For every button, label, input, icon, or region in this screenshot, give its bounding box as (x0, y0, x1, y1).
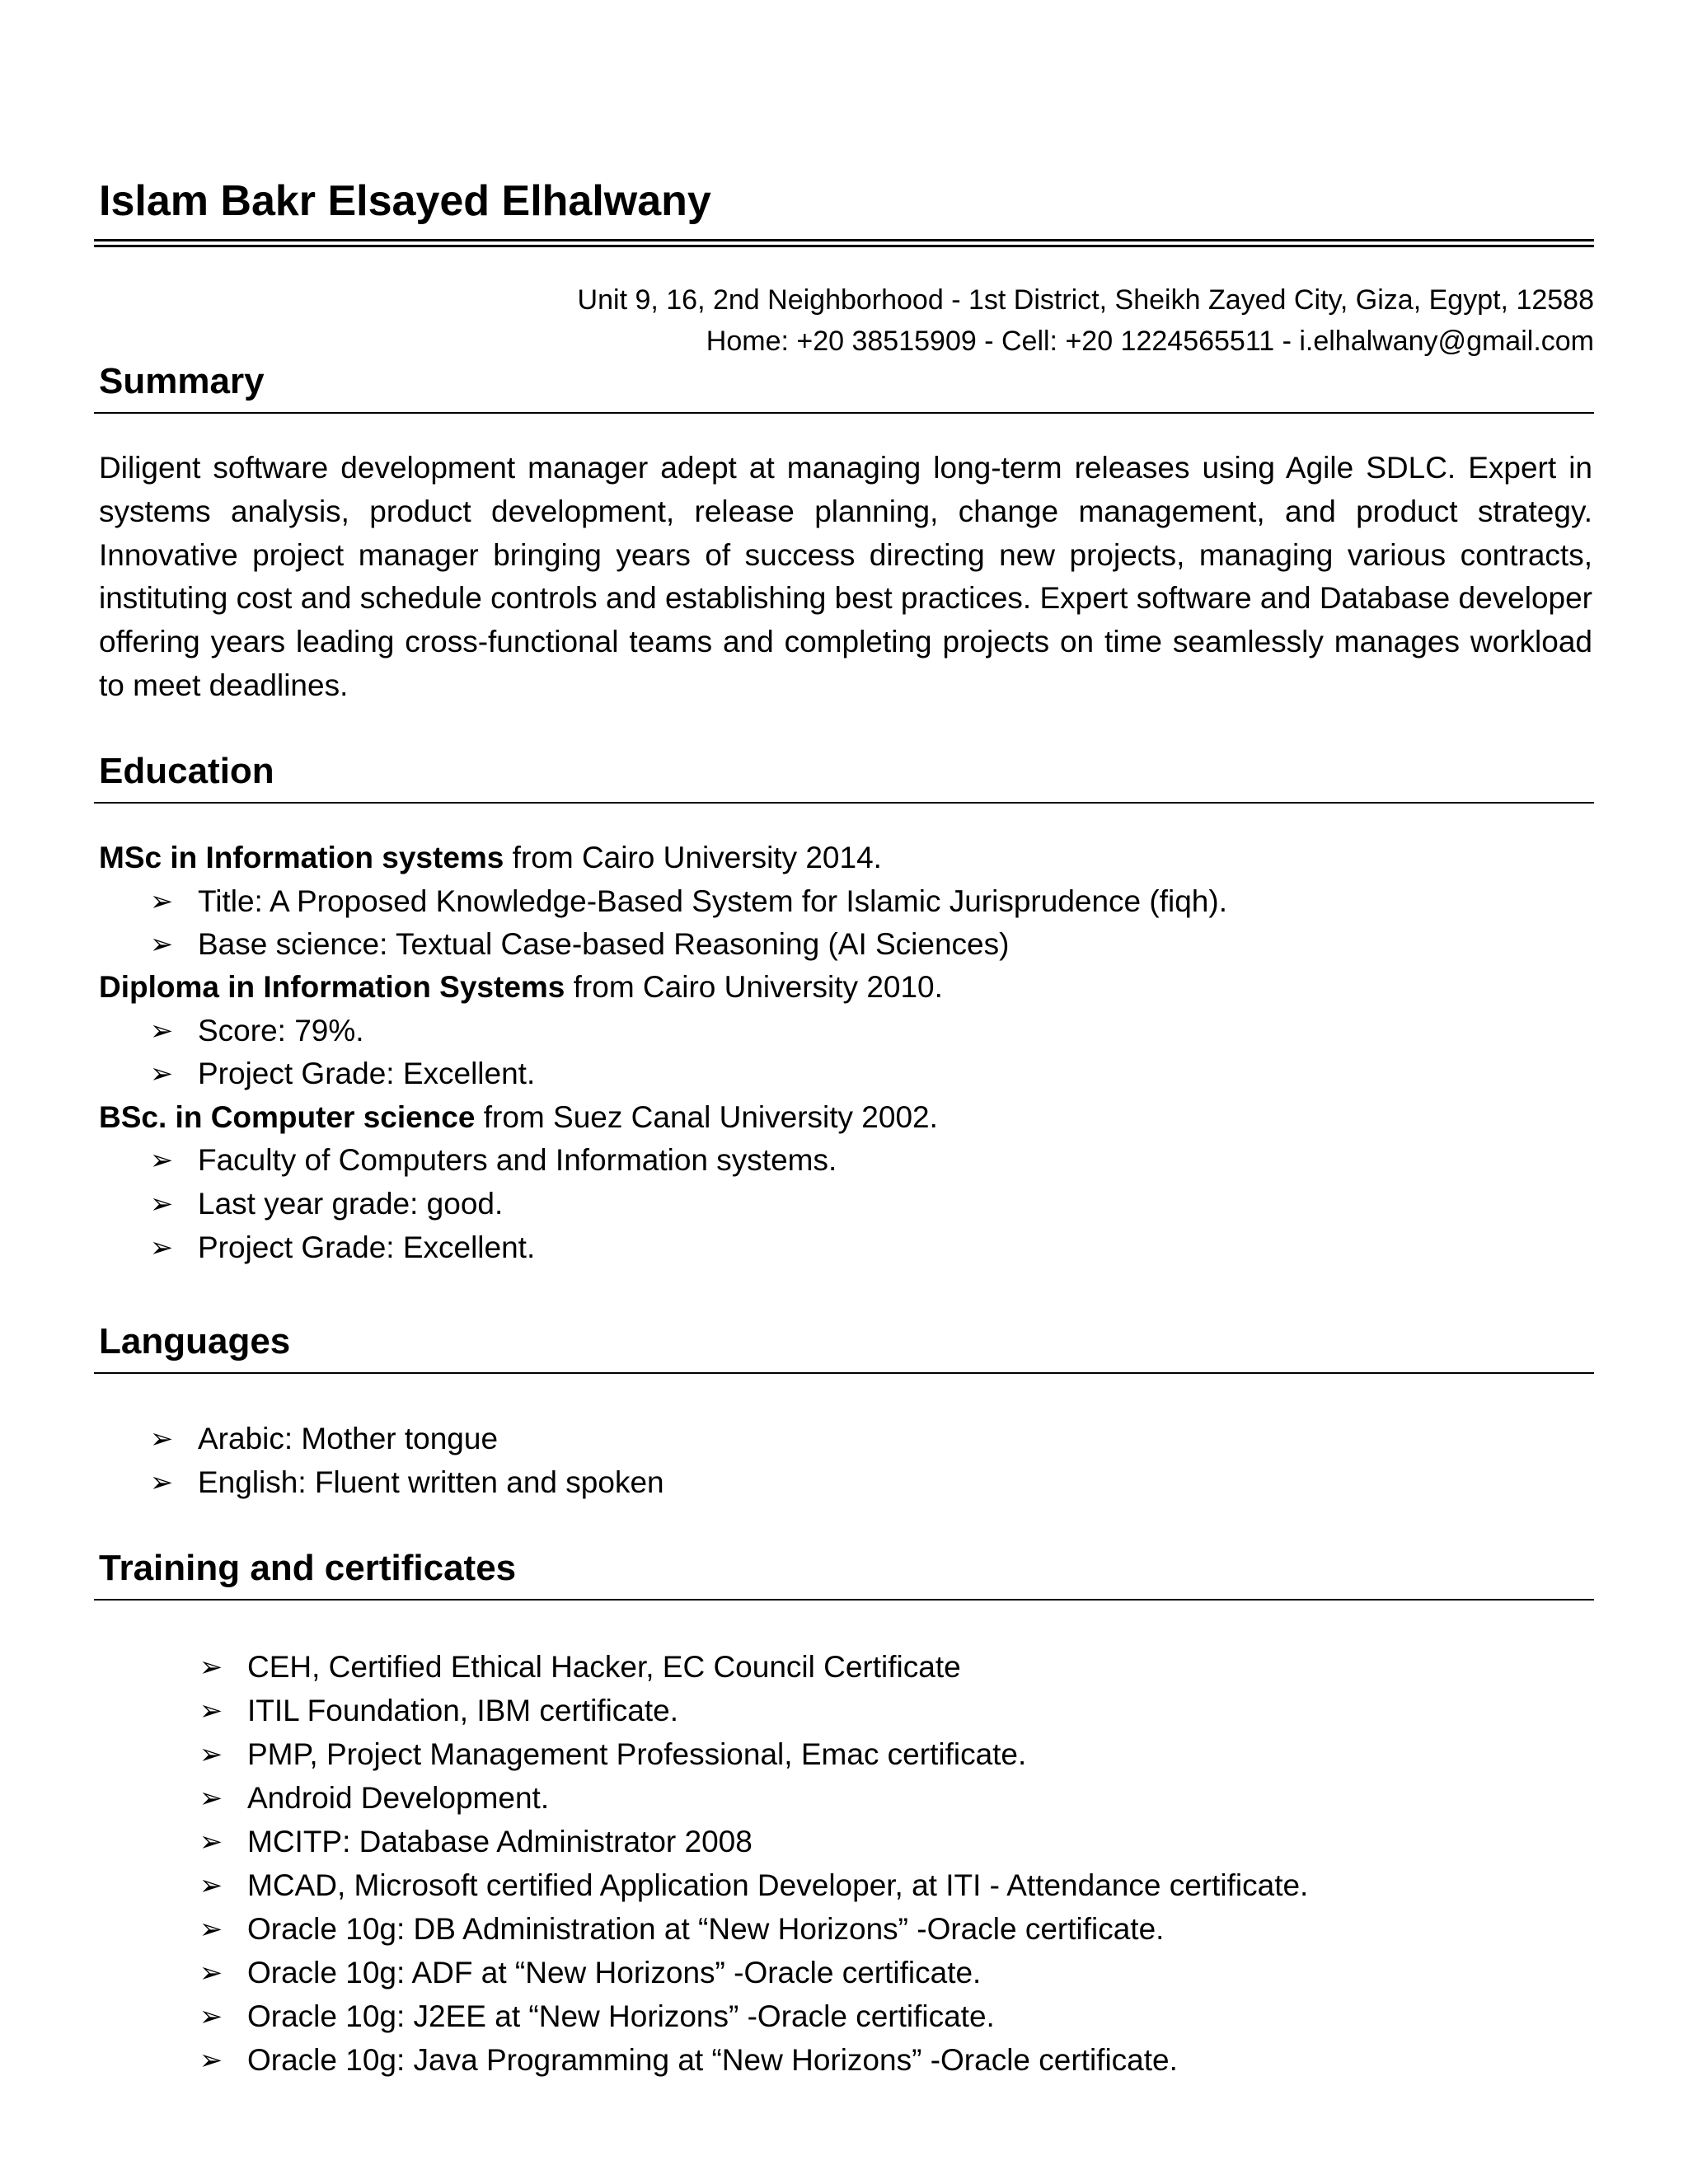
degree-msc-from: from Cairo University 2014. (504, 841, 882, 874)
degree-msc-name: MSc in Information systems (99, 841, 504, 874)
list-item: Last year grade: good. (198, 1187, 504, 1221)
languages-title: Languages (99, 1321, 291, 1361)
degree-bsc (99, 1096, 938, 1139)
contact-line: Home: +20 38515909 - Cell: +20 1224565511 - i.elhalwany@gmail.com (706, 326, 1594, 357)
arrow-bullet-icon: ➢ (199, 2045, 223, 2076)
languages-rule (94, 1372, 1594, 1374)
degree-msc (99, 837, 882, 879)
arrow-bullet-icon: ➢ (149, 1467, 174, 1498)
list-item: MCITP: Database Administrator 2008 (247, 1825, 753, 1858)
degree-bsc-from: from Suez Canal University 2002. (475, 1100, 938, 1134)
summary-title: Summary (99, 361, 265, 401)
list-item: Arabic: Mother tongue (198, 1422, 499, 1455)
arrow-bullet-icon: ➢ (149, 1145, 174, 1176)
training-rule (94, 1599, 1594, 1601)
list-item: Oracle 10g: Java Programming at “New Horizons” -Oracle certificate. (247, 2043, 1178, 2077)
arrow-bullet-icon: ➢ (199, 1957, 223, 1989)
address-line: Unit 9, 16, 2nd Neighborhood - 1st District, Sheikh Zayed City, Giza, Egypt, 12588 (577, 284, 1594, 316)
arrow-bullet-icon: ➢ (149, 1423, 174, 1455)
training-title: Training and certificates (99, 1548, 517, 1588)
list-item: Oracle 10g: ADF at “New Horizons” -Oracle certificate. (247, 1956, 982, 1990)
education-title: Education (99, 751, 274, 791)
arrow-bullet-icon: ➢ (149, 1058, 174, 1090)
list-item: PMP, Project Management Professional, Emac certificate. (247, 1737, 1027, 1771)
arrow-bullet-icon: ➢ (199, 1739, 223, 1770)
summary-rule (94, 412, 1594, 414)
list-item: Faculty of Computers and Information systems. (198, 1143, 837, 1177)
list-item: Project Grade: Excellent. (198, 1057, 536, 1090)
arrow-bullet-icon: ➢ (199, 1870, 223, 1901)
list-item: English: Fluent written and spoken (198, 1465, 664, 1499)
list-item: Oracle 10g: J2EE at “New Horizons” -Oracle certificate. (247, 1999, 995, 2033)
degree-bsc-name: BSc. in Computer science (99, 1100, 476, 1134)
list-item: Project Grade: Excellent. (198, 1230, 536, 1264)
list-item: Android Development. (247, 1781, 550, 1815)
arrow-bullet-icon: ➢ (149, 1015, 174, 1047)
list-item: Oracle 10g: DB Administration at “New Horizons” -Oracle certificate. (247, 1912, 1165, 1946)
summary-text: Diligent software development manager adept at managing long-term releases using Agile SDLC. Expert in systems analysis, product development, release planning, change management, and product strategy. Innovative project manager bringing years of success directing new projects, managing various contracts, instituting cost and schedule controls and establishing best practices. Expert software and Database developer offering years leading cross-functional teams and completing projects on time seamlessly manages workload to meet deadlines. (99, 451, 1593, 702)
list-item: Base science: Textual Case-based Reasoning (AI Sciences) (198, 927, 1010, 961)
list-item: MCAD, Microsoft certified Application Developer, at ITI - Attendance certificate. (247, 1868, 1309, 1902)
header-double-rule (94, 239, 1594, 247)
arrow-bullet-icon: ➢ (149, 1232, 174, 1263)
arrow-bullet-icon: ➢ (149, 929, 174, 960)
arrow-bullet-icon: ➢ (199, 1783, 223, 1814)
arrow-bullet-icon: ➢ (149, 886, 174, 917)
arrow-bullet-icon: ➢ (199, 1695, 223, 1727)
arrow-bullet-icon: ➢ (199, 1652, 223, 1683)
arrow-bullet-icon: ➢ (199, 1914, 223, 1945)
degree-diploma-name: Diploma in Information Systems (99, 970, 565, 1004)
list-item: ITIL Foundation, IBM certificate. (247, 1694, 679, 1727)
degree-diploma (99, 966, 943, 1009)
candidate-name: Islam Bakr Elsayed Elhalwany (99, 177, 711, 225)
education-rule (94, 802, 1594, 804)
arrow-bullet-icon: ➢ (149, 1188, 174, 1220)
arrow-bullet-icon: ➢ (199, 2001, 223, 2032)
list-item: Title: A Proposed Knowledge-Based System for Islamic Jurisprudence (fiqh). (198, 884, 1227, 918)
arrow-bullet-icon: ➢ (199, 1826, 223, 1858)
list-item: CEH, Certified Ethical Hacker, EC Council Certificate (247, 1650, 961, 1684)
degree-diploma-from: from Cairo University 2010. (565, 970, 943, 1004)
list-item: Score: 79%. (198, 1014, 364, 1047)
